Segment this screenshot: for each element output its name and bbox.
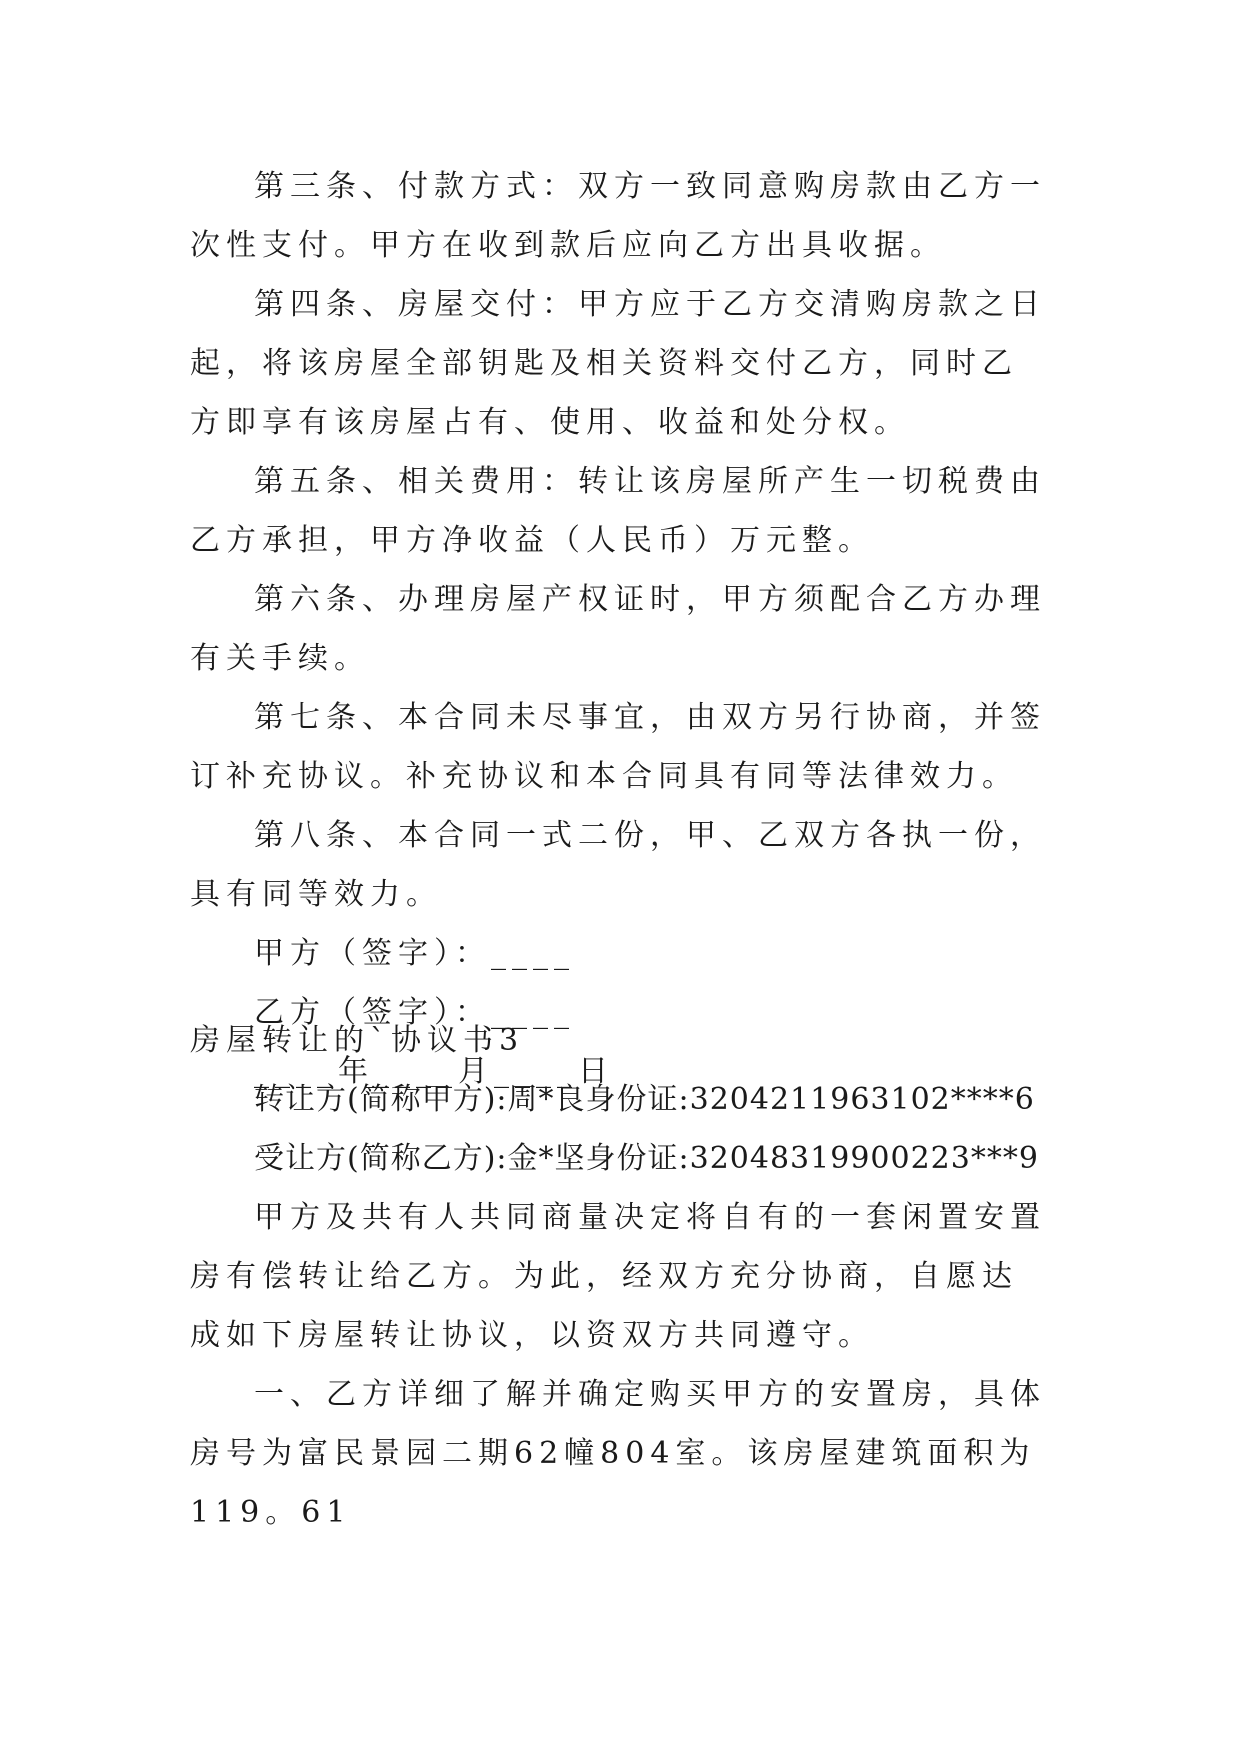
clause-8-copies: 第八条、本合同一式二份，甲、乙双方各执一份，具有同等效力。 [190,818,1046,912]
date-line: ____年____月____日 [254,1054,614,1089]
article-1-property: 一、乙方详细了解并确定购买甲方的安置房，具体房号为富民景园二期62幢804室。该房屋建筑面积为119。61 [190,1377,1046,1530]
agreement-preamble: 甲方及共有人共同商量决定将自有的一套闲置安置房有偿转让给乙方。为此，经双方充分协商，自愿达成如下房屋转让协议，以资双方共同遵守。 [190,1200,1046,1353]
clause-5-fees: 第五条、相关费用：转让该房屋所产生一切税费由乙方承担，甲方净收益（人民币）万元整。 [190,464,1046,558]
clause-7-supplement: 第七条、本合同未尽事宜，由双方另行协商，并签订补充协议。补充协议和本合同具有同等法律效力。 [190,700,1046,794]
agreement-3-section [190,1011,1050,1542]
clause-4-delivery: 第四条、房屋交付：甲方应于乙方交清购房款之日起，将该房屋全部钥匙及相关资料交付乙方，同时乙方即享有该房屋占有、使用、收益和处分权。 [190,287,1046,440]
contract-terms-section [190,157,1050,1101]
party-b-signature-line: 乙方（签字）：____ [254,995,575,1030]
clause-3-payment: 第三条、付款方式：双方一致同意购房款由乙方一次性支付。甲方在收到款后应向乙方出具收据。 [190,169,1046,263]
transferor-info: 转让方(简称甲方):周*良身份证:3204211963102****6 [254,1082,1035,1117]
transferee-info: 受让方(简称乙方):金*坚身份证:32048319900223***9 [254,1141,1039,1176]
clause-6-certificate: 第六条、办理房屋产权证时，甲方须配合乙方办理有关手续。 [190,582,1046,676]
party-a-signature-line: 甲方（签字）：____ [254,936,575,971]
section-title: 房屋转让的`协议书3 [190,1023,525,1058]
